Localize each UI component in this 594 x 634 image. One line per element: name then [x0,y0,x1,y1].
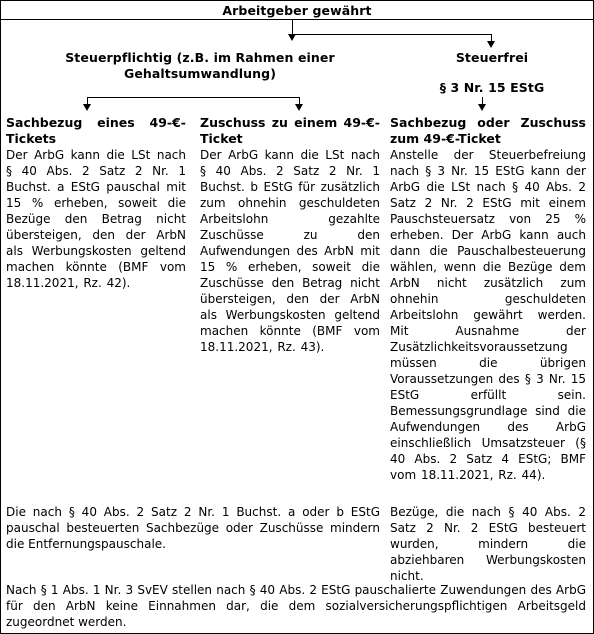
column-body: Der ArbG kann die LSt nach § 40 Abs. 2 Satz 2 Nr. 1 Buchst. a EStG pauschal mit 15 % erheben, soweit die Bezüge den Betrag nicht übersteigen, den der ArbN als Werbungskosten geltend machen könnte (BMF vom 18.11.2021, Rz. 42). [6,148,186,290]
column-heading: Zuschuss zu einem 49-€-Ticket [200,115,380,146]
branch-right-label: Steuerfrei [455,50,529,65]
column-heading: Sachbezug oder Zuschuss zum 49-€-Ticket [390,115,586,146]
note-right: Bezüge, die nach § 40 Abs. 2 Satz 2 Nr. 2 EStG besteuert wurden, mindern die abziehbaren Werbungskosten nicht. [390,505,586,583]
connector-top-horizontal [292,34,492,35]
connector-right-sub [482,97,483,104]
column-zuschuss [200,115,380,355]
arrow-down-icon [295,104,303,111]
branch-left-label: Steuerpflichtig (z.B. im Rahmen einer Gehaltsumwandlung) [65,50,335,81]
column-body: Anstelle der Steuerbefreiung nach § 3 Nr. 15 EStG kann der ArbG die LSt nach § 40 Abs. 2 Satz 2 Nr. 2 EStG mit einem Pauschsteuersatz von 25 % erheben. Der ArbG kann auch dann die Pauschalbesteuerung wählen, wenn die Bezüge dem ArbN nicht zusätzlich zum ohnehin geschuldeten Arbeitslohn gewährt werden. Mit Ausnahme der Zusätzlichkeitsvoraussetzung müssen die übrigen Voraussetzungen des § 3 Nr. 15 EStG erfüllt sein. Bemessungsgrundlage sind die Aufwendungen des ArbG einschließlich Umsatzsteuer (§ 40 Abs. 2 Satz 4 EStG; BMF vom 18.11.2021, Rz. 44). [390,148,586,482]
branch-right-sub-label: § 3 Nr. 15 EStG [439,80,545,95]
note-left: Die nach § 40 Abs. 2 Satz 2 Nr. 1 Buchst. a oder b EStG pauschal besteuerten Sachbezüge oder Zuschüsse mindern die Entfernungspauschale. [6,505,380,551]
title-divider [0,19,594,20]
arrow-down-icon [487,41,495,48]
connector-right-drop [491,34,492,41]
column-heading: Sachbezug eines 49-€-Tickets [6,115,186,146]
column-steuerfrei [390,115,586,483]
connector-top [292,19,293,34]
connector-left-a [87,97,88,104]
column-body: Der ArbG kann die LSt nach § 40 Abs. 2 Satz 2 Nr. 1 Buchst. b EStG für zusätzlich zum ohnehin geschuldeten Arbeitslohn gezahlte Zuschüsse zu den Aufwendungen des ArbN mit 15 % erheben, soweit die Zuschüsse den Betrag nicht übersteigen, den der ArbN als Werbungskosten geltend machen könnte (BMF vom 18.11.2021, Rz. 43). [200,148,380,354]
column-sachbezug [6,115,186,291]
connector-left-b [299,97,300,104]
arrow-down-icon [83,104,91,111]
connector-left-horizontal [87,97,300,98]
top-title: Arbeitgeber gewährt [222,3,372,18]
footer-note: Nach § 1 Abs. 1 Nr. 3 SvEV stellen nach § 40 Abs. 2 EStG pauschalierte Zuwendungen des ArbG für den ArbN keine Einnahmen dar, die dem sozialversicherungspflichtigen Arbeitsgeld zugeordnet werden. [6,583,586,629]
arrow-down-icon [288,34,296,41]
arrow-down-icon [478,104,486,111]
